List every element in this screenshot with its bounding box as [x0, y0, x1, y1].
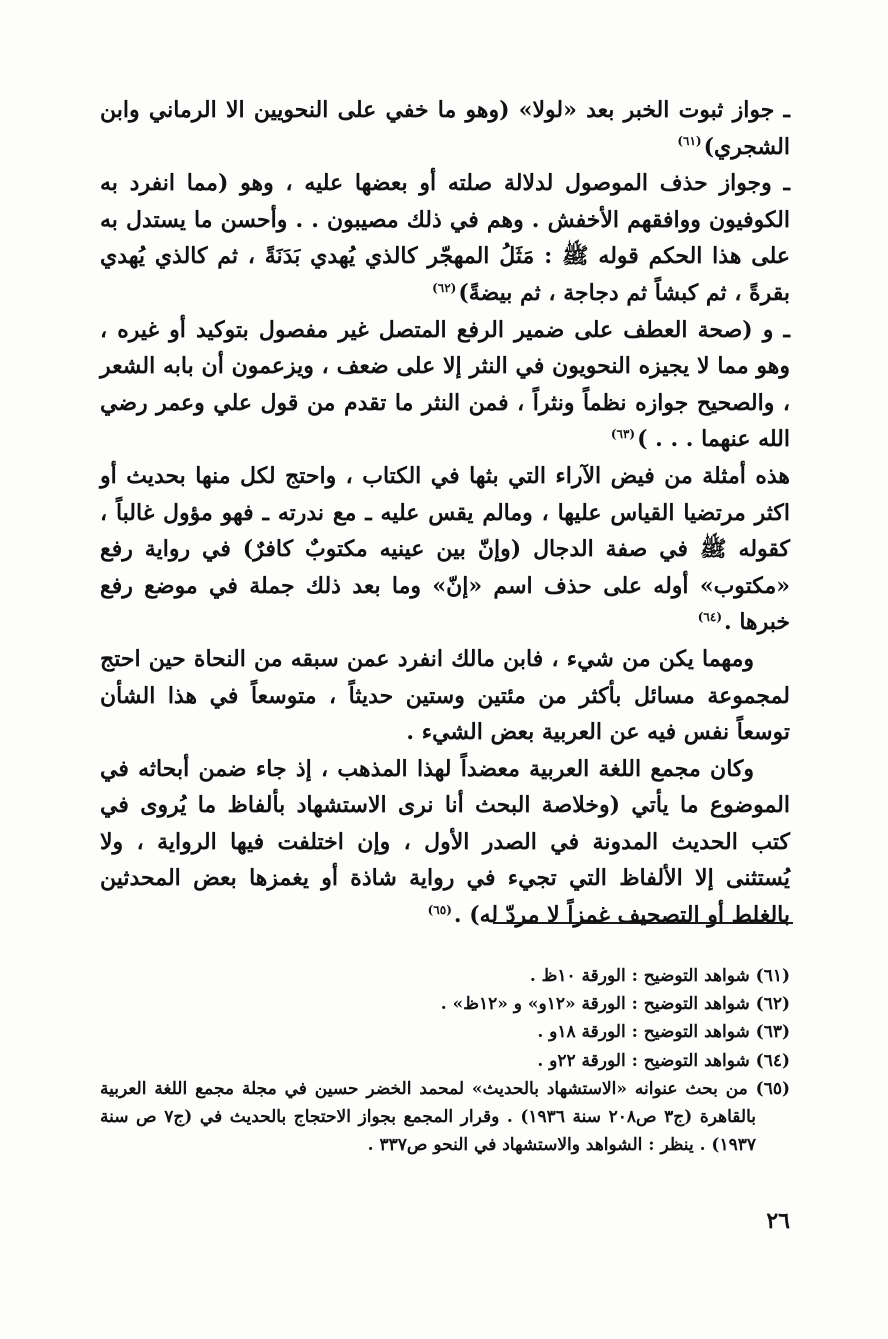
- paragraph-lawla: [100, 92, 790, 165]
- paragraph-academy: [100, 751, 790, 934]
- paragraph-text: هذه أمثلة من فيض الآراء التي بثها في الكتاب ، واحتج لكل منها بحديث أو اكثر مرتضيا القياس عليها ، ومالم يقس عليه ـ مع ندرته ـ فهو مؤول غالباً ، كقوله ﷺ في صفة الدجال (وإنّ بين عينيه مكتوبٌ كافرٌ) في رواية رفع «مكتوب» أوله على حذف اسم «إنّ» وما بعد ذلك جملة في موضع رفع خبرها .: [100, 462, 790, 636]
- footnote-65: (٦٥) من بحث عنوانه «الاستشهاد بالحديث» لمحمد الخضر حسين في مجلة مجمع اللغة العربية بالقاهرة (ج٣ ص٢٠٨ سنة ١٩٣٦) . وقرار المجمع بجواز الاحتجاج بالحديث في (ج٧ ص سنة ١٩٣٧) . ينظر : الشواهد والاستشهاد في النحو ص٣٣٧ .: [100, 1078, 790, 1156]
- footnotes-section: [100, 962, 790, 1159]
- paragraph-conjunction: [100, 312, 790, 458]
- paragraph-text: ومهما يكن من شيء ، فابن مالك انفرد عمن سبقه من النحاة حين احتج لمجموعة مسائل بأكثر من مئتين وستين حديثاً ، متوسعاً في هذا الشأن توسعاً نفس فيه عن العربية بعض الشيء .: [100, 645, 790, 746]
- footnote-ref-64: (٦٤): [697, 609, 722, 624]
- paragraph-text: ـ جواز ثبوت الخبر بعد «لولا» (وهو ما خفي على النحويين الا الرماني وابن الشجري): [100, 97, 790, 160]
- footnote-62: (٦٢) شواهد التوضيح : الورقة «١٢و» و «١٢ظ» .: [440, 994, 790, 1015]
- footnote-61: (٦١) شواهد التوضيح : الورقة ١٠ظ .: [529, 966, 790, 986]
- footnote-63: (٦٣) شواهد التوضيح : الورقة ١٨و .: [537, 1022, 790, 1043]
- page-number: ٢٦: [766, 1208, 790, 1234]
- footnote-ref-61: (٦١): [677, 134, 702, 149]
- paragraph-text: ـ وجواز حذف الموصول لدلالة صلته أو بعضها عليه ، وهو (مما انفرد به الكوفيون ووافقهم الأخفش . وهم في ذلك مصيبون . . وأحسن ما يستدل به على هذا الحكم قوله ﷺ : مَثَلُ المهجّر كالذي يُهدي بَدَنَةً ، ثم كالذي يُهدي بقرةً ، ثم كبشاً ثم دجاجة ، ثم بيضةً): [100, 170, 790, 306]
- footnote-divider: [493, 922, 793, 924]
- footnote-64: (٦٤) شواهد التوضيح : الورقة ٢٢و .: [537, 1050, 790, 1071]
- paragraph-text: وكان مجمع اللغة العربية معضداً لهذا المذهب ، إذ جاء ضمن أبحاثه في الموضوع ما يأتي (وخلاصة البحث أنا نرى الاستشهاد بألفاظ ما يُروى في كتب الحديث المدونة في الصدر الأول ، وإن اختلفت فيها الرواية ، ولا يُستثنى إلا الألفاظ التي تجيء في رواية شاذة أو يغمزها بعض المحدثين بالغلط أو التصحيف غمزاً لا مردّ له) .: [100, 755, 790, 929]
- paragraph-examples: [100, 458, 790, 641]
- footnote-ref-62: (٦٢): [432, 280, 457, 295]
- paragraph-relative-deletion: [100, 165, 790, 311]
- main-text-block: [100, 92, 790, 934]
- footnote-ref-63: (٦٣): [610, 427, 636, 442]
- footnote-ref-65: (٦٥): [427, 902, 452, 917]
- paragraph-ibn-malik: [100, 641, 790, 751]
- paragraph-text: ـ و (صحة العطف على ضمير الرفع المتصل غير مفصول بتوكيد أو غيره ، وهو مما لا يجيزه النحويون في النثر إلا على ضعف ، ويزعمون أن بابه الشعر ، والصحيح جوازه نظماً ونثراً ، فمن النثر ما تقدم من قول علي وعمر رضي الله عنهما . . . ): [100, 316, 790, 453]
